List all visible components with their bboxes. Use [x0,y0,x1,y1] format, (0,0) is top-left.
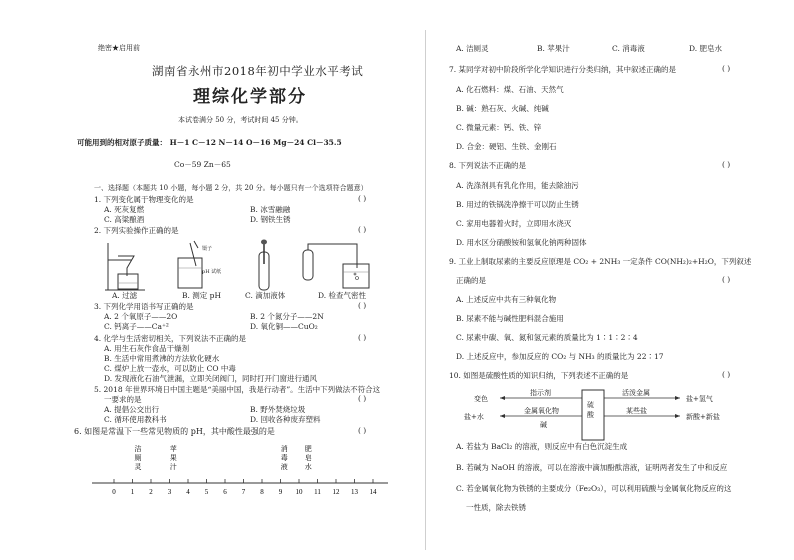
q5-option-c: C. 循环使用教科书 [104,415,167,424]
q7-option-a: A. 化石燃料：煤、石油、天然气 [456,85,564,94]
ph-substance-label: 皂 [304,454,312,462]
section-heading: 一、选择题（本题共 10 小题，每小题 2 分，共 20 分。每小题只有一个选项符合题意） [94,184,368,192]
ph-substance-label: 汁 [169,463,177,471]
q6-option-d: D. 肥皂水 [689,44,723,53]
q5-stem: 5. 2018 年世界环境日中国主题是“美丽中国，我是行动者”。生活中下列做法不符合这 [94,385,381,394]
q10-option-a: A. 若盐为 BaCl₂ 的溶液，则反应中有白色沉淀生成 [456,442,628,451]
q3-stem: 3. 下列化学用语书写正确的是 [94,302,194,311]
q10-paren: ( ) [722,370,731,379]
q10-option-c-cont: 一性质，除去铁锈 [466,503,526,512]
subject-title: 理综化学部分 [193,87,307,107]
q5-option-b: B. 野外焚烧垃圾 [250,405,306,414]
q2-option-a: A. 过滤 [112,291,138,300]
ph-tick-label: 3 [167,488,172,496]
ph-tick-label: 14 [369,488,377,496]
ph-test-figure [172,238,232,293]
flow-center: 硫 酸 [587,401,594,419]
q5-option-a: A. 提倡公交出行 [104,405,160,414]
flow-right-bottom: 某些盐 [626,407,647,415]
ph-substance-label: 肥 [304,445,312,453]
ph-substance-label: 苹 [169,445,177,453]
ph-tick-label: 5 [204,488,209,496]
q9-option-b: B. 尿素不能与碱性肥料混合施用 [456,314,564,323]
filtration-figure [100,238,150,293]
q1-option-a: A. 死灰复燃 [104,205,145,214]
ph-tick-label: 13 [351,488,358,496]
label-tweezers: 镊子 [202,246,213,252]
q8-option-d: D. 用水区分硝酸铵和氢氧化钠两种固体 [456,238,587,247]
q4-option-c: C. 煤炉上放一壶水，可以防止 CO 中毒 [104,364,236,373]
ph-tick-label: 10 [295,488,303,496]
flow-mid-bottom: 金属氧化物 [524,407,559,415]
q9-stem-cont: 正确的是 [456,276,486,285]
q9-option-a: A. 上述反应中共有三种氧化物 [456,295,557,304]
q5-paren: ( ) [358,394,367,403]
exam-title: 湖南省永州市2018年初中学业水平考试 [152,64,364,78]
q7-option-c: C. 微量元素：钙、铁、锌 [456,123,542,132]
exam-note: 本试卷满分 50 分，考试时间 45 分钟。 [178,116,303,124]
q9-option-c: C. 尿素中碳、氧、氮和氢元素的质量比为 1∶1∶2∶4 [456,333,638,342]
flow-right-2: 新酸+新盐 [686,413,720,421]
column-divider [425,30,426,550]
airtightness-figure [295,238,375,293]
label-ph-paper: pH 试纸 [202,269,222,275]
ph-tick-label: 4 [186,488,190,496]
q1-option-d: D. 钢铁生锈 [250,215,291,224]
ph-substance-label: 灵 [134,463,142,471]
q8-paren: ( ) [722,160,731,169]
q2-option-b: B. 测定 pH [182,291,222,300]
ph-substance-label: 消 [280,445,288,453]
secret-mark: 绝密★启用前 [98,44,140,52]
q1-option-c: C. 高粱酿酒 [104,215,145,224]
q10-option-b: B. 若碱为 NaOH 的溶液，可以在溶液中滴加酚酞溶液，证明两者发生了中和反应 [456,463,728,472]
ph-tick-label: 9 [278,488,283,496]
q5-option-d: D. 回收各种废弃塑料 [250,415,321,424]
q6-option-c: C. 消毒液 [612,44,645,53]
ph-substance-label: 液 [280,463,288,471]
q4-paren: ( ) [358,333,367,342]
flow-left-2: 盐+水 [464,413,484,421]
q3-option-d: D. 氧化铜——CuO₂ [250,322,318,331]
q3-option-b: B. 2 个氮分子——2N [250,312,324,321]
ph-tick-label: 8 [260,488,264,496]
q3-option-c: C. 钙离子——Ca⁺² [104,322,169,331]
q6-option-a: A. 洁厕灵 [456,44,489,53]
q3-paren: ( ) [358,301,367,310]
ph-substance-label: 水 [304,463,312,471]
ph-scale-svg [92,443,392,503]
dropper-figure [250,238,280,293]
q7-option-b: B. 碱：熟石灰、火碱、纯碱 [456,104,549,113]
q6-paren: ( ) [358,426,367,435]
q9-option-d: D. 上述反应中，参加反应的 CO₂ 与 NH₃ 的质量比为 22∶17 [456,352,664,361]
q4-option-b: B. 生活中常用煮沸的方法软化硬水 [104,354,220,363]
q10-option-c: C. 若金属氧化物为铁锈的主要成分（Fe₂O₃），可以利用硫酸与金属氧化物反应的这 [456,484,732,493]
ph-tick-label: 0 [112,488,116,496]
q5-stem-cont: 一要求的是 [104,395,142,404]
q3-option-a: A. 2 个氧原子——2O [104,312,178,321]
q7-option-d: D. 合金：硬铝、生铁、金刚石 [456,142,557,151]
q1-option-b: B. 冰雪融融 [250,205,291,214]
ph-substance-label: 洁 [134,445,142,453]
flow-left-1: 变色 [474,395,488,403]
q6-stem: 6. 如图是常温下一些常见物质的 pH，其中酸性最强的是 [74,427,275,436]
ph-tick-label: 7 [241,488,246,496]
q9-stem: 9. 工业上制取尿素的主要反应原理是 CO₂ + 2NH₃ 一定条件 CO(NH₂)₂+H₂O，下列叙述 [449,257,752,266]
ph-tick-label: 1 [130,488,135,496]
ph-substance-label: 果 [169,454,177,462]
ph-tick-label: 11 [314,488,321,496]
q1-stem: 1. 下列变化属于物理变化的是 [94,195,194,204]
q4-option-a: A. 用生石灰作食品干燥剂 [104,344,190,353]
q2-apparatus-figures [100,238,400,293]
ph-tick-label: 6 [223,488,227,496]
q2-stem: 2. 下列实验操作正确的是 [94,226,179,235]
q6-option-b: B. 苹果汁 [537,44,570,53]
q8-option-b: B. 用过的铁锅洗净擦干可以防止生锈 [456,200,579,209]
ph-tick-label: 2 [149,488,153,496]
q10-stem: 10. 如图是硫酸性质的知识归纳，下列表述不正确的是 [449,371,629,380]
q8-stem: 8. 下列说法不正确的是 [449,161,527,170]
ph-tick-label: 12 [332,488,340,496]
q8-option-a: A. 洗涤剂具有乳化作用，能去除油污 [456,181,579,190]
q8-option-c: C. 家用电器着火时，立即用水浇灭 [456,219,572,228]
q7-stem: 7. 某同学对初中阶段所学化学知识进行分类归纳，其中叙述正确的是 [449,65,677,74]
q4-stem: 4. 化学与生活密切相关，下列说法不正确的是 [94,334,247,343]
ph-substance-label: 厕 [134,454,142,462]
q7-paren: ( ) [722,64,731,73]
q1-paren: ( ) [358,194,367,203]
q2-option-d: D. 检查气密性 [318,291,367,300]
flow-right-1: 盐+氢气 [686,395,713,403]
ph-scale-figure [92,443,392,503]
q9-paren: ( ) [722,275,731,284]
q4-option-d: D. 发现液化石油气泄漏，立即关闭阀门，同时打开门窗进行通风 [104,374,318,383]
flow-mid-top: 指示剂 [530,389,551,397]
ph-substance-label: 毒 [280,454,288,462]
flow-base-label: 碱 [540,421,547,429]
flow-right-top: 活泼金属 [622,389,650,397]
atomic-masses-line2: Co－59 Zn－65 [174,160,231,169]
atomic-masses-line1: 可能用到的相对原子质量： H－1 C－12 N－14 O－16 Mg－24 Cl－35.5 [77,138,342,147]
q2-paren: ( ) [358,225,367,234]
q2-option-c: C. 滴加液体 [245,291,286,300]
